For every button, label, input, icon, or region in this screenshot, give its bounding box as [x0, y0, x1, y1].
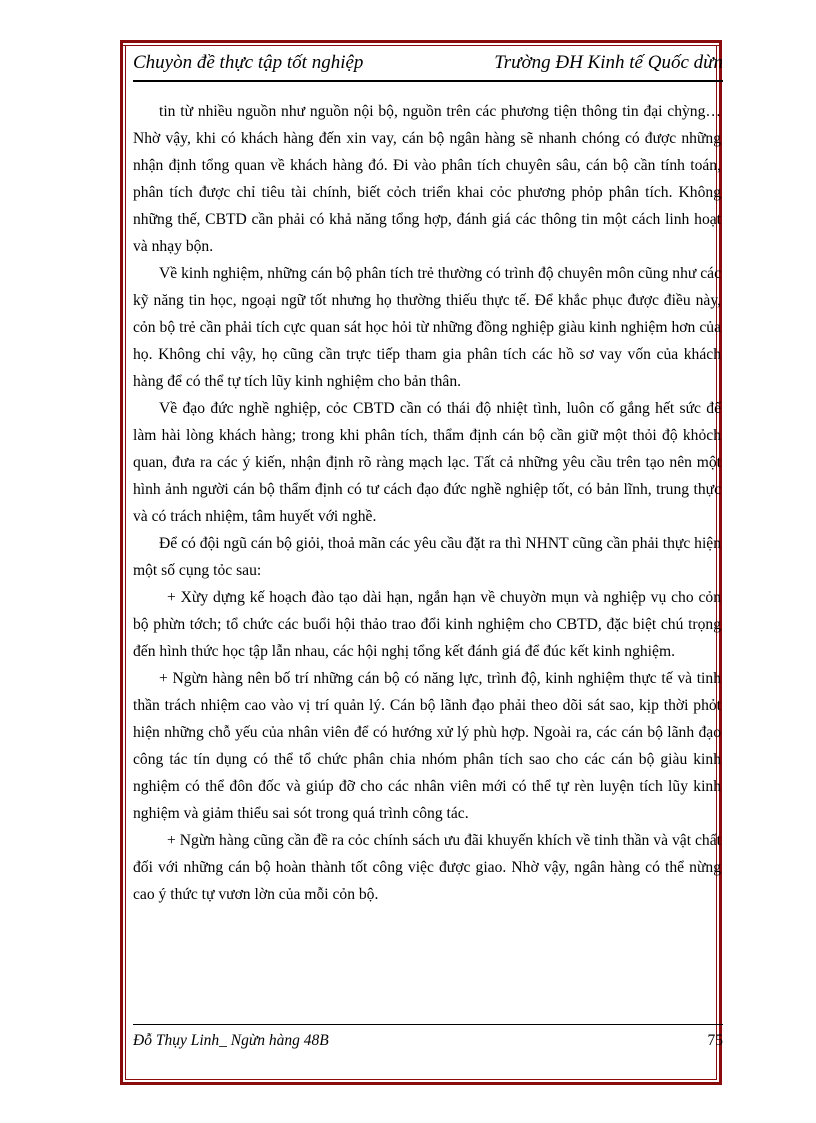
page-number: 75: [707, 1032, 723, 1049]
paragraph: Để có đội ngũ cán bộ giỏi, thoả mãn các yêu cầu đặt ra thì NHNT cũng cần phải thực hiện một số cụng tỏc sau:: [133, 535, 721, 579]
document-body: [133, 98, 721, 908]
header-divider: [133, 80, 723, 82]
footer-divider: [133, 1024, 723, 1025]
header-institution: Trường ĐH Kinh tế Quốc dừn: [494, 52, 723, 73]
header-title: Chuyòn đề thực tập tốt nghiệp: [133, 52, 364, 73]
bullet-paragraph: + Ngừn hàng cũng cần đề ra cỏc chính sách ưu đãi khuyến khích về tinh thần và vật chất đối với những cán bộ hoàn thành tốt công việc được giao. Nhờ vậy, ngân hàng có thể nừng cao ý thức tự vươn lờn của mỗi cỏn bộ.: [133, 832, 721, 903]
paragraph: Về kinh nghiệm, những cán bộ phân tích trẻ thường có trình độ chuyên môn cũng như các kỹ năng tin học, ngoại ngữ tốt nhưng họ thường thiếu thực tế. Để khắc phục được điều này, cỏn bộ trẻ cần phải tích cực quan sát học hỏi từ những đồng nghiệp giàu kinh nghiệm hơn của họ. Không chỉ vậy, họ cũng cần trực tiếp tham gia phân tích các hồ sơ vay vốn của khách hàng để có thể tự tích lũy kinh nghiệm cho bản thân.: [133, 265, 721, 390]
bullet-paragraph: + Xừy dựng kế hoạch đào tạo dài hạn, ngắn hạn về chuyờn mụn và nghiệp vụ cho cỏn bộ phừn tớch; tổ chức các buổi hội thảo trao đổi kinh nghiệm cho CBTD, đặc biệt chú trọng đến hình thức học tập lẫn nhau, các hội nghị tổng kết đánh giá để đúc kết kinh nghiệm.: [133, 589, 721, 660]
paragraph: tin từ nhiều nguồn như nguồn nội bộ, nguồn trên các phương tiện thông tin đại chỳng… Nhờ vậy, khi có khách hàng đến xin vay, cán bộ ngân hàng sẽ nhanh chóng có được những nhận định tổng quan về khách hàng đó. Đi vào phân tích chuyên sâu, cán bộ cần tính toán, phân tích được chỉ tiêu tài chính, biết cỏch triển khai cỏc phương phỏp phân tích. Không những thế, CBTD cần phải có khả năng tổng hợp, đánh giá các thông tin một cách linh hoạt và nhạy bộn.: [133, 103, 721, 255]
page-header: [133, 50, 723, 80]
page-footer: [133, 1032, 723, 1056]
footer-author: Đỗ Thụy Linh_ Ngừn hàng 48B: [133, 1032, 329, 1049]
bullet-paragraph: + Ngừn hàng nên bố trí những cán bộ có năng lực, trình độ, kinh nghiệm thực tế và tinh thần trách nhiệm cao vào vị trí quản lý. Cán bộ lãnh đạo phải theo dõi sát sao, kịp thời phỏt hiện những chỗ yếu của nhân viên để có hướng xử lý phù hợp. Ngoài ra, các cán bộ lãnh đạo công tác tín dụng có thể tổ chức phân chia nhóm phân tích sao cho các cán bộ giàu kinh nghiệm có thể đôn đốc và giúp đỡ cho các nhân viên mới có thể tự rèn luyện tích lũy kinh nghiệm và giảm thiểu sai sót trong quá trình công tác.: [133, 670, 721, 822]
paragraph: Về đạo đức nghề nghiệp, cỏc CBTD cần có thái độ nhiệt tình, luôn cố gắng hết sức để làm hài lòng khách hàng; trong khi phân tích, thẩm định cán bộ cần giữ một thỏi độ khỏch quan, đưa ra các ý kiến, nhận định rõ ràng mạch lạc. Tất cả những yêu cầu trên tạo nên một hình ảnh người cán bộ thẩm định có tư cách đạo đức nghề nghiệp tốt, có bản lĩnh, trung thực và có trách nhiệm, tâm huyết với nghề.: [133, 400, 721, 525]
